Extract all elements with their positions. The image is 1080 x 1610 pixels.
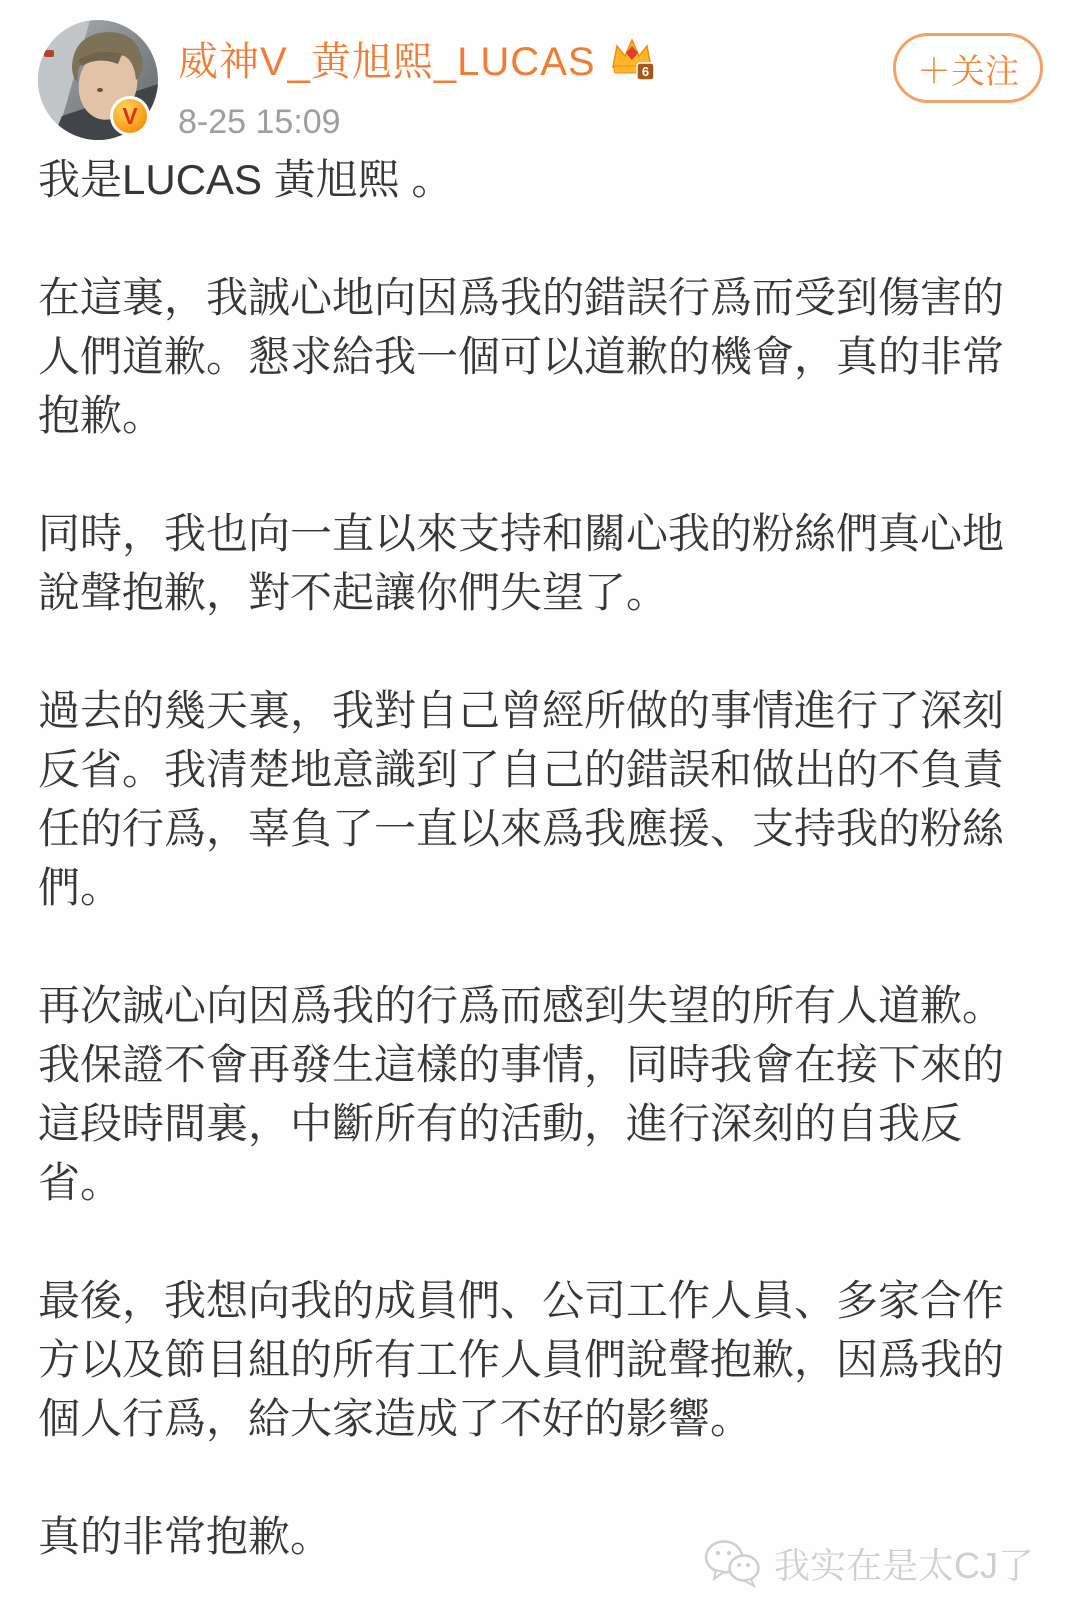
vip-level-number: 6 (641, 63, 649, 79)
verified-letter: V (122, 102, 138, 129)
post-content (38, 150, 1010, 1566)
gold-v-verified-icon (110, 96, 150, 136)
post-paragraph: 我是LUCAS 黃旭熙 。 (38, 156, 454, 203)
watermark-text: 我实在是太CJ了 (774, 1544, 1034, 1586)
post-paragraph: 最後，我想向我的成員們、公司工作人員、多家合作方以及節目組的所有工作人員們說聲抱歉，因爲我的個人行爲，給大家造成了不好的影響。 (38, 1277, 1005, 1442)
author-info (178, 30, 656, 142)
post-paragraph: 在這裏，我誠心地向因爲我的錯誤行爲而受到傷害的人們道歉。懇求給我一個可以道歉的機會，真的非常抱歉。 (38, 274, 1005, 439)
post-paragraph: 再次誠心向因爲我的行爲而感到失望的所有人道歉。我保證不會再發生這樣的事情，同時我會在接下來的這段時間裏，中斷所有的活動，進行深刻的自我反省。 (38, 982, 1005, 1206)
watermark (702, 1538, 1034, 1588)
follow-button[interactable] (893, 33, 1043, 103)
vip-crown-level-icon (608, 37, 656, 81)
post-paragraph: 真的非常抱歉。 (38, 1513, 333, 1560)
follow-button-label: ＋关注 (917, 52, 1019, 91)
post-paragraph: 同時，我也向一直以來支持和關心我的粉絲們真心地說聲抱歉，對不起讓你們失望了。 (38, 510, 1005, 616)
username-row (178, 30, 656, 87)
post-paragraph: 過去的幾天裏，我對自己曾經所做的事情進行了深刻反省。我清楚地意識到了自己的錯誤和做出的不負責任的行爲，辜負了一直以來爲我應援、支持我的粉絲們。 (38, 687, 1005, 911)
wechat-icon (702, 1538, 764, 1588)
timestamp: 8-25 15:09 (178, 103, 341, 141)
username[interactable]: 威神V_黄旭熙_LUCAS (178, 40, 596, 84)
